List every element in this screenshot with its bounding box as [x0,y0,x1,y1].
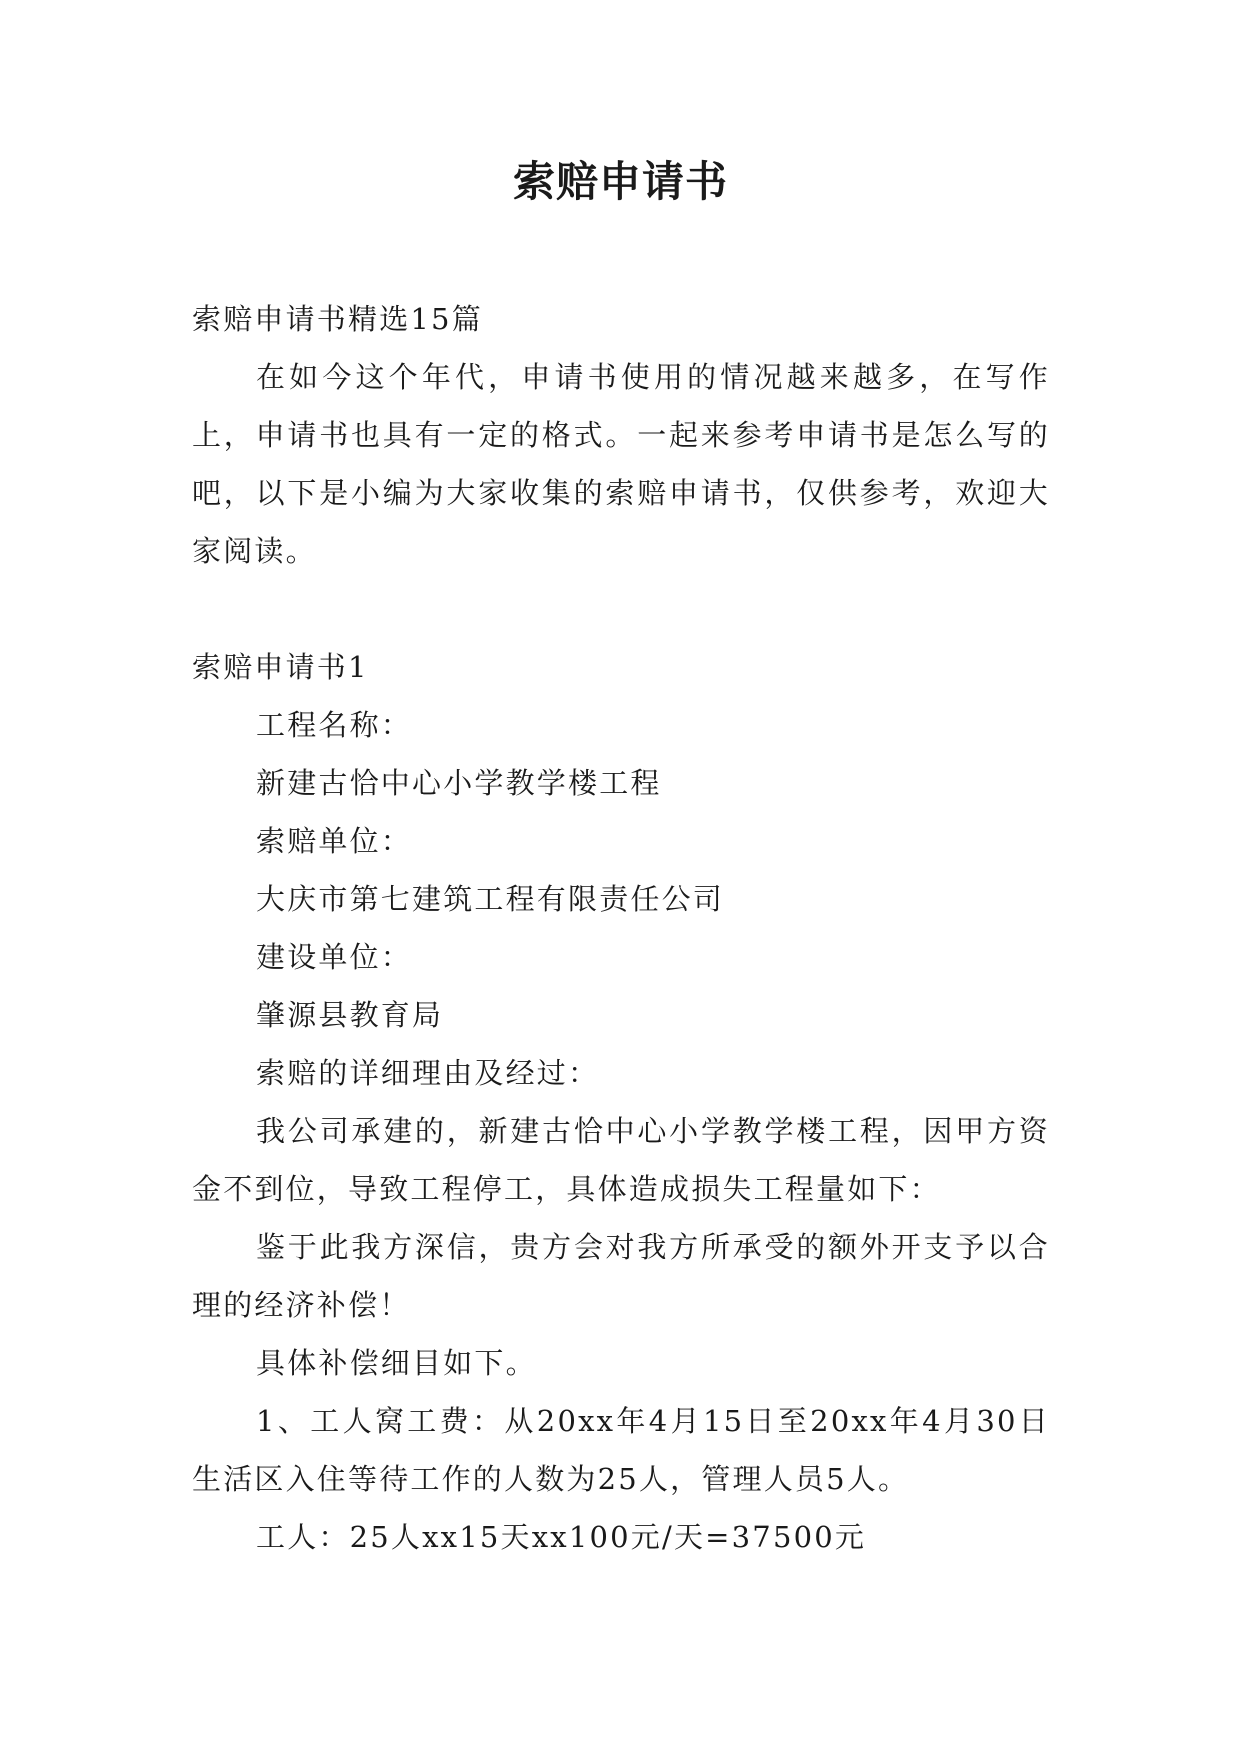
paragraph-project-name: 新建古恰中心小学教学楼工程 [256,766,662,800]
subtitle: 索赔申请书精选15篇 [192,302,483,336]
paragraph-owner: 肇源县教育局 [256,998,444,1032]
paragraph-claimant-label: 索赔单位： [256,824,413,858]
paragraph-owner-label: 建设单位： [256,940,413,974]
section-heading: 索赔申请书1 [192,650,369,684]
paragraph-details-intro: 具体补偿细目如下。 [256,1346,537,1380]
paragraph-compensation-request: 鉴于此我方深信，贵方会对我方所承受的额外开支予以合理的经济补偿！ [192,1230,1050,1322]
document-body [192,290,1050,1566]
intro-paragraph: 在如今这个年代，申请书使用的情况越来越多，在写作上，申请书也具有一定的格式。一起来参考申请书是怎么写的吧，以下是小编为大家收集的索赔申请书，仅供参考，欢迎大家阅读。 [192,360,1050,568]
paragraph-reason-label: 索赔的详细理由及经过： [256,1056,600,1090]
paragraph-reason: 我公司承建的，新建古恰中心小学教学楼工程，因甲方资金不到位，导致工程停工，具体造成损失工程量如下： [192,1114,1050,1206]
document-title: 索赔申请书 [512,157,728,206]
paragraph-project-name-label: 工程名称： [256,708,413,742]
paragraph-worker-cost: 工人：25人xx15天xx100元/天=37500元 [256,1520,867,1554]
paragraph-spacer [192,580,1050,638]
paragraph-claimant: 大庆市第七建筑工程有限责任公司 [256,882,725,916]
paragraph-idle-labor: 1、工人窝工费：从20xx年4月15日至20xx年4月30日生活区入住等待工作的人数为25人，管理人员5人。 [192,1404,1050,1496]
